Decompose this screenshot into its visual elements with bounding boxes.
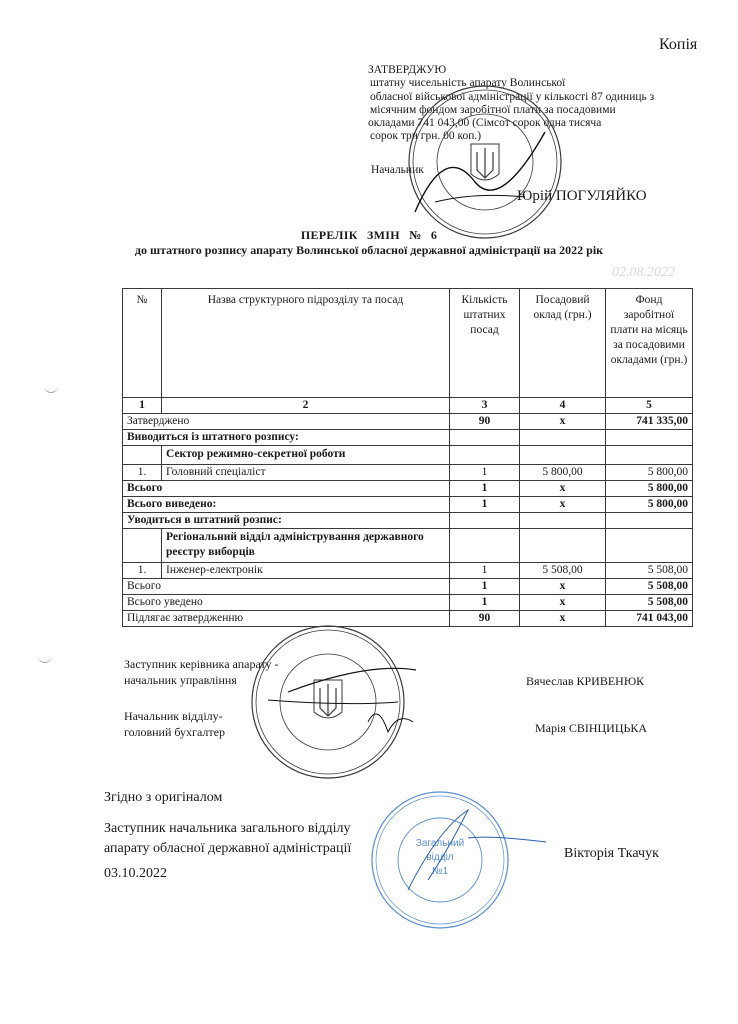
approval-position: Начальник [371,164,424,176]
certifier-position [104,819,351,859]
row-label: Сектор режимно-секретної роботи [162,446,450,465]
approval-line: місячним фондом заробітної плати за посадовими [370,103,616,116]
deputy-head-name: Вячеслав КРИВЕНЮК [526,674,645,688]
column-number: 2 [162,398,450,414]
table-row [123,563,693,579]
table-row [123,465,693,481]
row-label: Всього уведено [123,595,450,611]
approval-line: обласної військової адміністрації у кількості 87 одиниць з [370,90,655,103]
table-row [123,497,693,513]
column-header: № [123,289,162,398]
row-fund: 5 800,00 [606,497,693,513]
certification-date: 03.10.2022 [104,866,167,881]
approval-line: сорок три грн. 00 коп.) [370,130,482,143]
row-fund: 5 508,00 [606,579,693,595]
column-header: Фонд заробітної плати на місяць за посадовими окладами (грн.) [606,289,693,398]
row-label: Уводиться в штатний розпис: [123,513,450,529]
row-count: 1 [450,579,520,595]
copy-label: Копія [659,36,698,53]
certification-statement: Згідно з оригіналом [104,790,223,805]
table-row [123,579,693,595]
approval-title: ЗАТВЕРДЖУЮ [368,64,447,76]
approval-signatory-name: Юрій ПОГУЛЯЙКО [517,188,647,204]
row-salary: x [520,497,606,513]
approval-line: окладами 741 043,00 (Сімсот сорок одна тисяча [368,117,602,130]
column-number: 1 [123,398,162,414]
document-title-block [0,228,738,258]
stamp-text: №1 [431,866,449,877]
row-salary: x [520,579,606,595]
hole-punch-mark [38,648,52,663]
row-count: 1 [450,465,520,481]
column-header: Посадовий оклад (грн.) [520,289,606,398]
row-salary: x [520,611,606,627]
row-label: Підлягає затвердженню [123,611,450,627]
row-label: Регіональний відділ адміністрування державного реєстру виборців [162,529,450,563]
row-fund: 5 508,00 [606,595,693,611]
position-line: Заступник керівника апарату - [124,657,279,671]
table-row [123,430,693,446]
row-count: 1 [450,595,520,611]
row-count: 1 [450,497,520,513]
row-count: 90 [450,611,520,627]
row-label: Головний спеціаліст [162,465,450,481]
row-count: 1 [450,563,520,579]
row-label: Інженер-електронік [162,563,450,579]
row-fund: 741 043,00 [606,611,693,627]
row-count: 90 [450,414,520,430]
document-subtitle: до штатного розпису апарату Волинської обласної державної адміністрації на 2022 рік [134,243,604,257]
row-label: Всього [123,481,450,497]
table-row [123,513,693,529]
row-number: 1. [123,563,162,579]
certifier-name: Вікторія Ткачук [564,846,659,861]
table-row [123,414,693,430]
table-header-row [123,289,693,398]
chief-accountant-position [124,708,225,740]
document-title: ПЕРЕЛІК ЗМІН № 6 [300,228,438,242]
row-salary: 5 800,00 [520,465,606,481]
row-number: 1. [123,465,162,481]
column-header: Кількість штатних посад [450,289,520,398]
approval-line: штатну чисельність апарату Волинської [370,77,566,90]
column-header: Назва структурного підрозділу та посад [162,289,450,398]
row-label: Всього [123,579,450,595]
row-salary: 5 508,00 [520,563,606,579]
official-stamp-icon [405,82,565,242]
table-row [123,446,693,465]
hole-punch-mark [44,378,58,393]
staff-changes-table [122,288,693,627]
column-number: 5 [606,398,693,414]
handwritten-date: 02.08.2022 [612,265,675,280]
column-number: 3 [450,398,520,414]
row-label: Всього виведено: [123,497,450,513]
table-row [123,529,693,563]
row-fund: 5 800,00 [606,481,693,497]
table-row [123,481,693,497]
column-number-row [123,398,693,414]
row-label: Виводиться із штатного розпису: [123,430,450,446]
row-salary: x [520,595,606,611]
chief-accountant-name: Марія СВІНЦИЦЬКА [535,721,648,735]
position-line: Начальник відділу- [124,709,223,723]
table-row [123,595,693,611]
position-line: апарату обласної державної адміністрації [104,841,352,856]
row-fund: 5 508,00 [606,563,693,579]
position-line: Заступник начальника загального відділу [104,821,351,836]
row-salary: x [520,481,606,497]
column-number: 4 [520,398,606,414]
row-fund: 741 335,00 [606,414,693,430]
stamp-text: Загальний [415,838,465,849]
position-line: начальник управління [124,673,237,687]
stamp-text: відділ [426,852,454,863]
row-fund: 5 800,00 [606,465,693,481]
row-count: 1 [450,481,520,497]
official-stamp-icon [248,622,418,782]
row-label: Затверджено [123,414,450,430]
row-salary: x [520,414,606,430]
position-line: головний бухгалтер [124,725,225,739]
general-department-stamp-icon [368,790,548,935]
